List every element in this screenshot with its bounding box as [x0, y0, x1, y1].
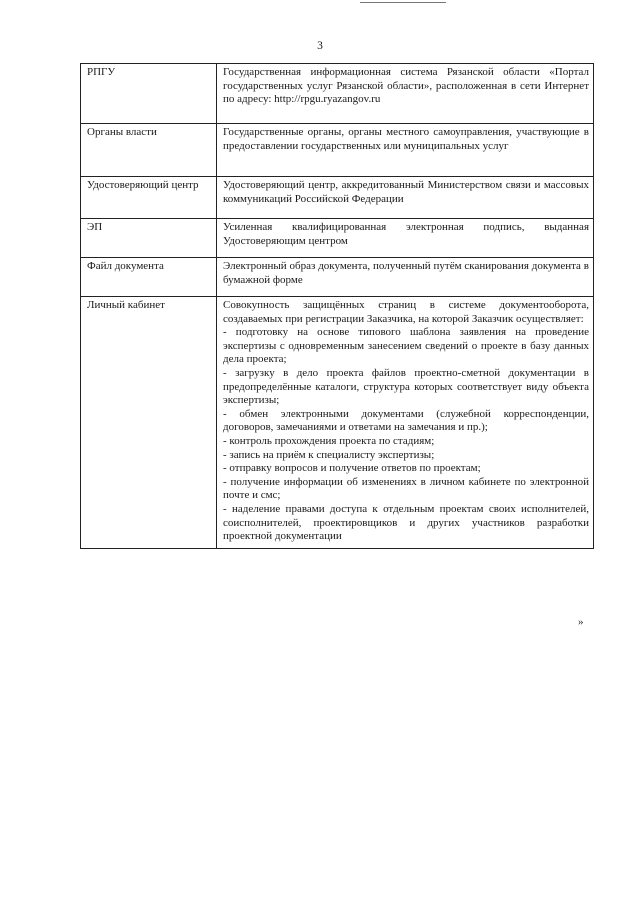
definition-intro: Совокупность защищённых страниц в системе документооборота, создаваемых при регистрации Заказчика, на которой Заказчик осуществляет:	[223, 299, 589, 325]
list-item: - подготовку на основе типового шаблона заявления на проведение экспертизы с одновременным занесением сведений о проекте в базу данных дела проекта;	[223, 326, 589, 366]
list-item: - обмен электронными документами (служебной корреспонденции, договоров, замечаниями и ответами на замечания и пр.);	[223, 407, 589, 434]
definitions-table	[80, 63, 594, 549]
term-cell: РПГУ	[81, 64, 217, 124]
page-number: 3	[317, 40, 323, 52]
definition-cell	[217, 297, 594, 549]
definition-cell: Государственная информационная система Рязанской области «Портал государственных услуг Рязанской области», расположенная в сети Интернет по адресу: http://rpgu.ryazangov.ru	[217, 64, 594, 124]
term-cell: ЭП	[81, 219, 217, 258]
term-cell: Удостоверяющий центр	[81, 177, 217, 219]
definition-cell: Усиленная квалифицированная электронная подпись, выданная Удостоверяющим центром	[217, 219, 594, 258]
closing-quote-mark: »	[578, 616, 584, 628]
list-item: - получение информации об изменениях в личном кабинете по электронной почте и смс;	[223, 475, 589, 502]
definition-cell: Электронный образ документа, полученный путём сканирования документа в бумажной форме	[217, 258, 594, 297]
table-row	[81, 64, 594, 124]
table-row	[81, 177, 594, 219]
list-item: - наделение правами доступа к отдельным проектам своих исполнителей, соисполнителей, проектировщиков и других участников разработки проектной документации	[223, 502, 589, 543]
table-row	[81, 258, 594, 297]
table-row	[81, 124, 594, 177]
list-item: - отправку вопросов и получение ответов по проектам;	[223, 462, 481, 475]
table-row	[81, 297, 594, 549]
term-cell: Органы власти	[81, 124, 217, 177]
list-item: - загрузку в дело проекта файлов проектно-сметной документации в предопределённые каталоги, структура которых соответствует виду объекта экспертизы;	[223, 366, 589, 407]
term-cell: Файл документа	[81, 258, 217, 297]
term-cell: Личный кабинет	[81, 297, 217, 549]
table-row	[81, 219, 594, 258]
definition-cell: Удостоверяющий центр, аккредитованный Министерством связи и массовых коммуникаций Российской Федерации	[217, 177, 594, 219]
list-item: - контроль прохождения проекта по стадиям;	[223, 434, 435, 447]
list-item: - запись на приём к специалисту экспертизы;	[223, 448, 435, 461]
definition-cell: Государственные органы, органы местного самоуправления, участвующие в предоставлении государственных или муниципальных услуг	[217, 124, 594, 177]
top-rule	[360, 2, 446, 3]
